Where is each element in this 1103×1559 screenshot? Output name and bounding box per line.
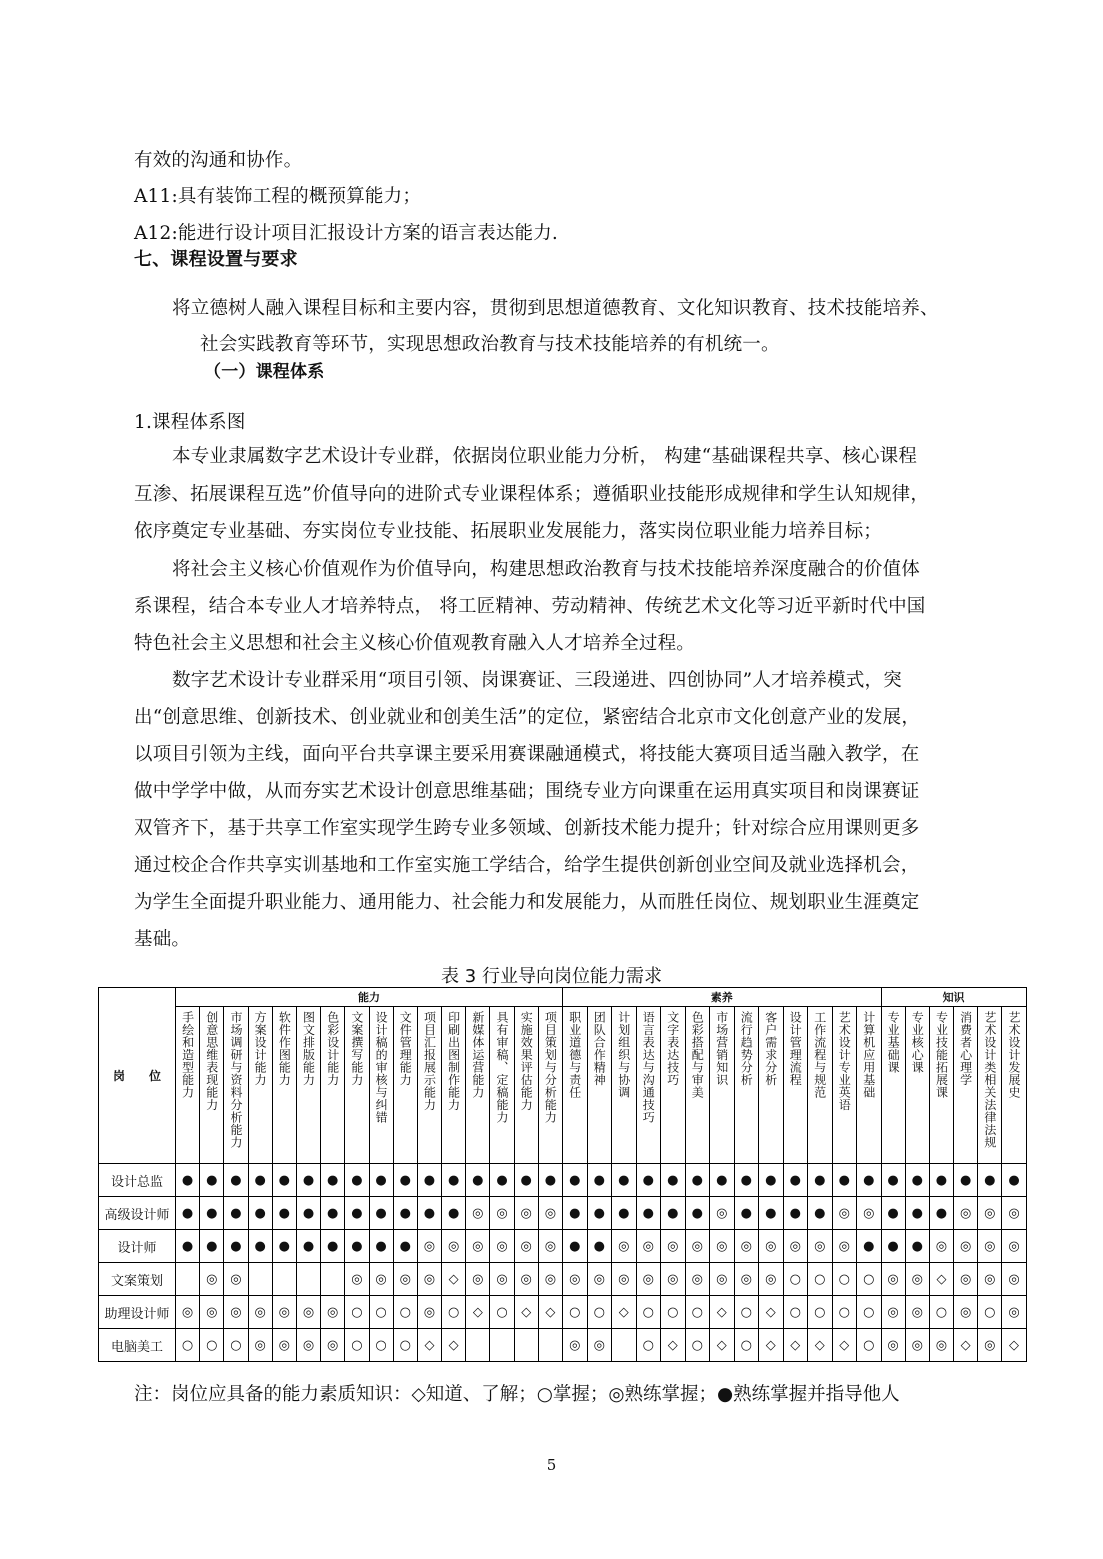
table-cell: ● xyxy=(176,1164,200,1197)
table-cell xyxy=(538,1329,562,1362)
table-cell: ◎ xyxy=(393,1263,417,1296)
table-cell: ○ xyxy=(587,1296,612,1329)
table-cell: ● xyxy=(224,1230,248,1263)
table-cell: ● xyxy=(563,1197,588,1230)
text-line: 以项目引领为主线，面向平台共享课主要采用赛课融通模式，将技能大赛项目适当融入教学，在 xyxy=(134,744,920,765)
table-cell xyxy=(272,1263,296,1296)
table-cell: ● xyxy=(661,1164,686,1197)
table-cell: ● xyxy=(881,1230,905,1263)
text-line: 数字艺术设计专业群采用“项目引领、岗课赛证、三段递进、四创协同”人才培养模式，突 xyxy=(172,670,902,691)
table-cell: ● xyxy=(345,1230,369,1263)
table-cell: ● xyxy=(369,1164,393,1197)
text-line: 做中学学中做，从而夯实艺术设计创意思维基础；围绕专业方向课重在运用真实项目和岗课赛证 xyxy=(134,781,920,802)
table-cell: ◎ xyxy=(978,1263,1002,1296)
column-header: 新媒体运营能力 xyxy=(466,1007,490,1164)
table-cell: ◎ xyxy=(905,1329,929,1362)
table-cell: ● xyxy=(734,1197,759,1230)
column-header: 文件管理能力 xyxy=(393,1007,417,1164)
table-cell: ◇ xyxy=(832,1329,857,1362)
table-cell: ◎ xyxy=(832,1197,857,1230)
table-cell: ◎ xyxy=(490,1263,514,1296)
table-cell: ● xyxy=(490,1164,514,1197)
table-cell: ◎ xyxy=(1002,1296,1026,1329)
table-cell: ◇ xyxy=(783,1329,808,1362)
text-line: 出“创意思维、创新技术、创业就业和创美生活”的定位，紧密结合北京市文化创意产业的发展， xyxy=(134,707,921,728)
table-cell: ○ xyxy=(783,1296,808,1329)
column-header: 色彩搭配与审美 xyxy=(685,1007,710,1164)
text-line: 将立德树人融入课程目标和主要内容，贯彻到思想道德教育、文化知识教育、技术技能培养、 xyxy=(172,298,939,319)
table-cell: ● xyxy=(369,1230,393,1263)
table-cell: ◎ xyxy=(466,1197,490,1230)
table-cell: ◎ xyxy=(954,1230,978,1263)
table-cell: ◎ xyxy=(321,1329,345,1362)
table-cell xyxy=(490,1329,514,1362)
column-header: 消费者心理学 xyxy=(954,1007,978,1164)
table-cell xyxy=(176,1263,200,1296)
table-cell: ◎ xyxy=(905,1263,929,1296)
table-cell: ● xyxy=(636,1197,661,1230)
table-cell: ◎ xyxy=(612,1230,637,1263)
table-cell: ◎ xyxy=(929,1329,953,1362)
table-cell: ● xyxy=(417,1164,441,1197)
text-line: 基础。 xyxy=(134,929,191,950)
table-cell: ● xyxy=(442,1197,466,1230)
table-cell: ◎ xyxy=(808,1230,833,1263)
table-cell: ○ xyxy=(832,1263,857,1296)
table-cell: ● xyxy=(442,1164,466,1197)
table-cell: ◎ xyxy=(734,1230,759,1263)
table-cell: ◎ xyxy=(200,1296,224,1329)
table-cell: ● xyxy=(661,1197,686,1230)
column-header: 专业技能拓展课 xyxy=(929,1007,953,1164)
table-cell: ◎ xyxy=(685,1230,710,1263)
table-cell: ○ xyxy=(224,1329,248,1362)
table-cell: ● xyxy=(1002,1164,1026,1197)
text-line: 通过校企合作共享实训基地和工作室实施工学结合，给学生提供创新创业空间及就业选择机会， xyxy=(134,855,920,876)
table-cell: ● xyxy=(881,1197,905,1230)
table-cell: ● xyxy=(905,1197,929,1230)
column-header: 实施效果评估能力 xyxy=(514,1007,538,1164)
table-cell: ● xyxy=(296,1164,320,1197)
table-cell: ◇ xyxy=(808,1329,833,1362)
column-header: 设计管理流程 xyxy=(783,1007,808,1164)
table-cell: ● xyxy=(176,1230,200,1263)
table-cell: ◎ xyxy=(490,1230,514,1263)
column-header: 印刷出图制作能力 xyxy=(442,1007,466,1164)
table-cell: ● xyxy=(808,1197,833,1230)
table-cell: ● xyxy=(296,1197,320,1230)
table-cell: ◎ xyxy=(710,1230,735,1263)
table-cell: ● xyxy=(345,1197,369,1230)
table-cell: ◎ xyxy=(442,1230,466,1263)
table-cell: ◎ xyxy=(538,1197,562,1230)
ability-table xyxy=(98,987,1027,1362)
table-note: 注：岗位应具备的能力素质知识：◇知道、了解；○掌握；◎熟练掌握；●熟练掌握并指导他人 xyxy=(134,1384,900,1405)
table-cell: ○ xyxy=(929,1296,953,1329)
table-cell: ◎ xyxy=(514,1197,538,1230)
text-line: 特色社会主义思想和社会主义核心价值观教育融入人才培养全过程。 xyxy=(134,633,696,654)
table-cell: ● xyxy=(224,1197,248,1230)
table-cell: ◎ xyxy=(224,1296,248,1329)
table-cell: ● xyxy=(612,1164,637,1197)
table-cell: ◎ xyxy=(466,1230,490,1263)
table-cell: ● xyxy=(929,1164,953,1197)
table-cell: ◎ xyxy=(538,1230,562,1263)
text-line: A11:具有装饰工程的概预算能力； xyxy=(134,186,422,207)
table-cell: ● xyxy=(393,1230,417,1263)
group-header: 知识 xyxy=(881,988,1026,1007)
table-cell: ◇ xyxy=(612,1296,637,1329)
text-line: 本专业隶属数字艺术设计专业群，依据岗位职业能力分析， 构建“基础课程共享、核心课程 xyxy=(172,446,918,467)
page-number: 5 xyxy=(546,1456,557,1474)
table-cell: ◎ xyxy=(514,1230,538,1263)
table-cell: ○ xyxy=(857,1263,882,1296)
table-cell: ○ xyxy=(636,1296,661,1329)
post-header: 岗 位 xyxy=(99,988,176,1164)
text-line: 互渗、拓展课程互选”价值导向的进阶式专业课程体系；遵循职业技能形成规律和学生认知规律， xyxy=(134,484,930,505)
table-cell: ● xyxy=(710,1164,735,1197)
table-cell: ○ xyxy=(685,1329,710,1362)
column-header: 计划组织与协调 xyxy=(612,1007,637,1164)
column-header: 具有审稿、定稿能力 xyxy=(490,1007,514,1164)
column-header: 图文排版能力 xyxy=(296,1007,320,1164)
table-cell: ○ xyxy=(734,1329,759,1362)
table-cell: ◎ xyxy=(417,1263,441,1296)
table-cell: ● xyxy=(369,1197,393,1230)
table-cell: ○ xyxy=(978,1296,1002,1329)
column-header: 流行趋势分析 xyxy=(734,1007,759,1164)
table-cell: ◇ xyxy=(710,1296,735,1329)
table-cell: ● xyxy=(587,1230,612,1263)
column-header: 文案撰写能力 xyxy=(345,1007,369,1164)
row-label: 电脑美工 xyxy=(99,1329,176,1362)
column-header: 项目汇报展示能力 xyxy=(417,1007,441,1164)
table-cell: ◇ xyxy=(710,1329,735,1362)
table-cell: ● xyxy=(881,1164,905,1197)
column-header: 语言表达与沟通技巧 xyxy=(636,1007,661,1164)
table-cell xyxy=(321,1263,345,1296)
table-cell: ○ xyxy=(442,1296,466,1329)
column-header: 职业道德与责任 xyxy=(563,1007,588,1164)
table-cell: ◇ xyxy=(661,1329,686,1362)
table-caption: 表 3 行业导向岗位能力需求 xyxy=(441,966,662,987)
table-cell: ○ xyxy=(200,1329,224,1362)
table-cell: ◎ xyxy=(587,1329,612,1362)
table-cell: ● xyxy=(978,1164,1002,1197)
table-cell: ● xyxy=(514,1164,538,1197)
table-cell: ◎ xyxy=(563,1263,588,1296)
table-cell xyxy=(514,1329,538,1362)
table-cell: ● xyxy=(296,1230,320,1263)
table-cell: ● xyxy=(685,1164,710,1197)
row-label: 助理设计师 xyxy=(99,1296,176,1329)
column-header: 客户需求分析 xyxy=(759,1007,784,1164)
table-cell: ● xyxy=(345,1164,369,1197)
table-cell: ● xyxy=(200,1197,224,1230)
table-cell: ◎ xyxy=(881,1263,905,1296)
column-header: 市场营销知识 xyxy=(710,1007,735,1164)
table-cell: ● xyxy=(466,1164,490,1197)
table-cell: ◇ xyxy=(466,1296,490,1329)
table-cell: ◎ xyxy=(710,1197,735,1230)
table-cell: ◇ xyxy=(514,1296,538,1329)
table-cell: ◇ xyxy=(538,1296,562,1329)
table-cell: ● xyxy=(929,1197,953,1230)
table-cell: ○ xyxy=(393,1296,417,1329)
table-cell: ○ xyxy=(176,1329,200,1362)
text-line: 将社会主义核心价值观作为价值导向，构建思想政治教育与技术技能培养深度融合的价值体 xyxy=(172,559,921,580)
table-cell: ◎ xyxy=(881,1296,905,1329)
table-cell: ◇ xyxy=(442,1329,466,1362)
table-cell: ● xyxy=(783,1197,808,1230)
table-cell: ● xyxy=(393,1164,417,1197)
column-header: 艺术设计专业英语 xyxy=(832,1007,857,1164)
table-cell: ● xyxy=(321,1197,345,1230)
table-cell: ○ xyxy=(857,1296,882,1329)
table-cell: ● xyxy=(200,1164,224,1197)
text-line: 七、课程设置与要求 xyxy=(134,249,298,270)
column-header: 文字表达技巧 xyxy=(661,1007,686,1164)
table-cell: ◎ xyxy=(954,1263,978,1296)
table-cell xyxy=(296,1263,320,1296)
table-cell: ◇ xyxy=(954,1329,978,1362)
table-cell: ● xyxy=(563,1230,588,1263)
column-header: 方案设计能力 xyxy=(248,1007,272,1164)
table-cell: ◇ xyxy=(759,1329,784,1362)
table-cell: ○ xyxy=(369,1329,393,1362)
table-cell: ● xyxy=(857,1230,882,1263)
table-cell: ◎ xyxy=(1002,1230,1026,1263)
table-cell: ◎ xyxy=(978,1329,1002,1362)
column-header: 工作流程与规范 xyxy=(808,1007,833,1164)
table-cell: ● xyxy=(636,1164,661,1197)
table-cell: ◎ xyxy=(857,1197,882,1230)
table-cell: ◎ xyxy=(490,1197,514,1230)
row-label: 设计总监 xyxy=(99,1164,176,1197)
table-cell: ○ xyxy=(685,1296,710,1329)
table-cell: ◎ xyxy=(1002,1263,1026,1296)
row-label: 高级设计师 xyxy=(99,1197,176,1230)
table-cell: ◎ xyxy=(1002,1197,1026,1230)
table-cell: ◎ xyxy=(514,1263,538,1296)
table-cell: ● xyxy=(685,1197,710,1230)
table-cell: ◎ xyxy=(272,1296,296,1329)
table-cell: ● xyxy=(248,1230,272,1263)
table-cell: ● xyxy=(417,1197,441,1230)
table-cell: ◎ xyxy=(685,1263,710,1296)
table-cell: ◎ xyxy=(224,1263,248,1296)
table-cell xyxy=(466,1329,490,1362)
table-cell: ◎ xyxy=(296,1296,320,1329)
column-header: 团队合作精神 xyxy=(587,1007,612,1164)
table-cell: ● xyxy=(954,1164,978,1197)
text-line: 依序奠定专业基础、夯实岗位专业技能、拓展职业发展能力，落实岗位职业能力培养目标； xyxy=(134,521,883,542)
column-header: 设计稿的审核与纠错 xyxy=(369,1007,393,1164)
table-cell: ◇ xyxy=(417,1329,441,1362)
table-cell: ◎ xyxy=(176,1296,200,1329)
column-header: 市场调研与资料分析能力 xyxy=(224,1007,248,1164)
table-cell: ○ xyxy=(563,1296,588,1329)
table-cell: ● xyxy=(857,1164,882,1197)
table-cell: ◎ xyxy=(345,1263,369,1296)
table-cell: ● xyxy=(321,1164,345,1197)
table-cell: ● xyxy=(248,1164,272,1197)
table-cell: ◎ xyxy=(417,1296,441,1329)
table-row xyxy=(99,1230,1027,1263)
table-cell: ● xyxy=(224,1164,248,1197)
table-cell: ◎ xyxy=(710,1263,735,1296)
table-cell: ◎ xyxy=(636,1263,661,1296)
column-header: 色彩设计能力 xyxy=(321,1007,345,1164)
table-cell: ● xyxy=(783,1164,808,1197)
column-header: 计算机应用基础 xyxy=(857,1007,882,1164)
table-cell: ◎ xyxy=(929,1230,953,1263)
column-header: 专业核心课 xyxy=(905,1007,929,1164)
table-cell: ◎ xyxy=(759,1230,784,1263)
row-label: 设计师 xyxy=(99,1230,176,1263)
table-cell: ○ xyxy=(490,1296,514,1329)
column-header: 专业基础课 xyxy=(881,1007,905,1164)
table-cell: ● xyxy=(538,1164,562,1197)
table-cell: ○ xyxy=(857,1329,882,1362)
table-cell: ○ xyxy=(783,1263,808,1296)
table-cell: ● xyxy=(272,1230,296,1263)
text-line: 系课程，结合本专业人才培养特点， 将工匠精神、劳动精神、传统艺术文化等习近平新时代中国 xyxy=(134,596,926,617)
table-cell: ● xyxy=(272,1197,296,1230)
text-line: 社会实践教育等环节，实现思想政治教育与技术技能培养的有机统一。 xyxy=(200,334,780,355)
text-line: 有效的沟通和协作。 xyxy=(134,150,303,171)
table-cell: ◎ xyxy=(978,1230,1002,1263)
table-cell: ◎ xyxy=(417,1230,441,1263)
table-cell: ◎ xyxy=(905,1296,929,1329)
table-cell: ◎ xyxy=(538,1263,562,1296)
table-cell: ○ xyxy=(369,1296,393,1329)
table-cell: ◎ xyxy=(954,1296,978,1329)
table-cell: ◎ xyxy=(954,1197,978,1230)
table-row xyxy=(99,1197,1027,1230)
group-header: 素养 xyxy=(563,988,882,1007)
table-cell: ◎ xyxy=(661,1230,686,1263)
table-cell: ● xyxy=(832,1164,857,1197)
column-header: 软件作图能力 xyxy=(272,1007,296,1164)
column-header: 项目策划与分析能力 xyxy=(538,1007,562,1164)
table-cell: ○ xyxy=(808,1296,833,1329)
table-row xyxy=(99,1296,1027,1329)
text-line: A12:能进行设计项目汇报设计方案的语言表达能力. xyxy=(134,223,559,244)
table-cell: ◎ xyxy=(369,1263,393,1296)
table-cell: ○ xyxy=(808,1263,833,1296)
text-line: 1.课程体系图 xyxy=(134,412,246,433)
table-cell: ◎ xyxy=(563,1329,588,1362)
text-line: 双管齐下，基于共享工作室实现学生跨专业多领域、创新技术能力提升；针对综合应用课则更多 xyxy=(134,818,920,839)
table-cell: ● xyxy=(587,1197,612,1230)
table-cell: ◎ xyxy=(759,1263,784,1296)
table-cell: ● xyxy=(248,1197,272,1230)
table-cell: ◎ xyxy=(296,1329,320,1362)
table-cell: ◇ xyxy=(1002,1329,1026,1362)
table-cell: ◎ xyxy=(661,1263,686,1296)
table-cell: ● xyxy=(734,1164,759,1197)
table-cell: ◎ xyxy=(248,1329,272,1362)
table-cell: ◇ xyxy=(929,1263,953,1296)
table-cell: ○ xyxy=(345,1296,369,1329)
table-cell: ◎ xyxy=(272,1329,296,1362)
table-cell xyxy=(248,1263,272,1296)
table-cell: ● xyxy=(808,1164,833,1197)
table-cell: ● xyxy=(200,1230,224,1263)
table-cell: ◎ xyxy=(734,1263,759,1296)
column-header: 艺术设计类相关法律法规 xyxy=(978,1007,1002,1164)
table-cell: ◎ xyxy=(612,1263,637,1296)
table-cell xyxy=(612,1329,637,1362)
table-cell: ◎ xyxy=(636,1230,661,1263)
table-cell: ● xyxy=(612,1197,637,1230)
table-cell: ● xyxy=(759,1197,784,1230)
table-cell: ● xyxy=(176,1197,200,1230)
table-row xyxy=(99,1263,1027,1296)
table-cell: ◎ xyxy=(200,1263,224,1296)
table-cell: ● xyxy=(905,1164,929,1197)
table-cell: ◎ xyxy=(881,1329,905,1362)
table-cell: ● xyxy=(759,1164,784,1197)
table-row xyxy=(99,1329,1027,1362)
table-cell: ◎ xyxy=(783,1230,808,1263)
table-cell: ● xyxy=(587,1164,612,1197)
table-cell: ◎ xyxy=(832,1230,857,1263)
table-cell: ○ xyxy=(734,1296,759,1329)
table-cell: ○ xyxy=(832,1296,857,1329)
column-header: 艺术设计发展史 xyxy=(1002,1007,1026,1164)
table-cell: ● xyxy=(272,1164,296,1197)
text-line: （一）课程体系 xyxy=(204,362,325,382)
table-cell: ◎ xyxy=(587,1263,612,1296)
table-cell: ◎ xyxy=(321,1296,345,1329)
table-cell: ● xyxy=(321,1230,345,1263)
table-cell: ◇ xyxy=(442,1263,466,1296)
table-cell: ◎ xyxy=(978,1197,1002,1230)
column-header: 创意思维表现能力 xyxy=(200,1007,224,1164)
table-cell: ◎ xyxy=(248,1296,272,1329)
table-cell: ○ xyxy=(393,1329,417,1362)
group-header: 能力 xyxy=(176,988,563,1007)
text-line: 为学生全面提升职业能力、通用能力、社会能力和发展能力，从而胜任岗位、规划职业生涯奠定 xyxy=(134,892,920,913)
table-cell: ○ xyxy=(345,1329,369,1362)
table-row xyxy=(99,1164,1027,1197)
table-cell: ● xyxy=(393,1197,417,1230)
table-cell: ○ xyxy=(636,1329,661,1362)
table-cell: ◇ xyxy=(759,1296,784,1329)
table-cell: ● xyxy=(563,1164,588,1197)
table-cell: ○ xyxy=(661,1296,686,1329)
row-label: 文案策划 xyxy=(99,1263,176,1296)
table-cell: ● xyxy=(905,1230,929,1263)
column-header: 手绘和造型能力 xyxy=(176,1007,200,1164)
table-cell: ◎ xyxy=(466,1263,490,1296)
